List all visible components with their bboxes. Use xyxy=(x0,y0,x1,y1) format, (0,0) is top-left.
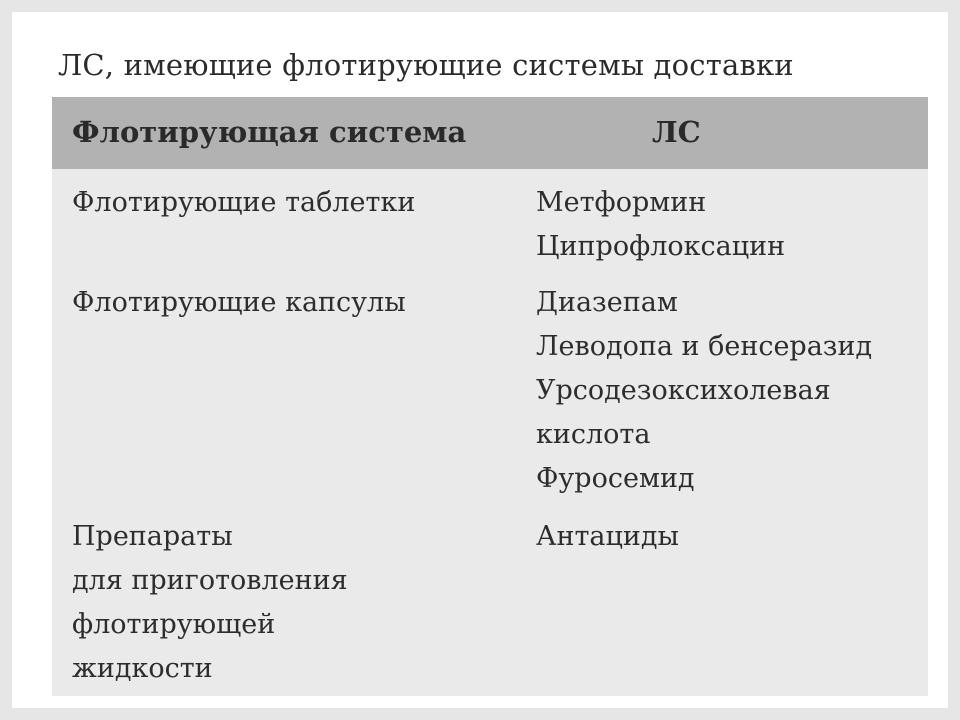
table-header xyxy=(52,97,928,169)
drug-line: Ципрофлоксацин xyxy=(536,231,786,262)
drug-line: Антациды xyxy=(536,521,679,552)
slide xyxy=(12,12,948,708)
document-title: ЛС, имеющие флотирующие системы доставки xyxy=(58,48,794,82)
system-line: Флотирующие капсулы xyxy=(72,287,406,318)
drug-line: Диазепам xyxy=(536,287,678,318)
system-line: для приготовления xyxy=(72,565,348,596)
table-row-1-drugs xyxy=(536,181,926,269)
drug-line: Метформин xyxy=(536,187,707,218)
table-row-2-drugs xyxy=(536,281,926,501)
table-row-3-system xyxy=(72,515,512,691)
system-line: Препараты xyxy=(72,521,233,552)
drug-line: Урсодезоксихолевая xyxy=(536,375,831,406)
drug-line: Леводопа и бенсеразид xyxy=(536,331,873,362)
drug-table xyxy=(52,97,928,696)
header-system: Флотирующая система xyxy=(72,115,467,149)
system-line: Флотирующие таблетки xyxy=(72,187,416,218)
header-drugs: ЛС xyxy=(652,115,701,149)
drug-line: кислота xyxy=(536,419,651,450)
system-line: флотирующей xyxy=(72,609,276,640)
drug-line: Фуросемид xyxy=(536,463,695,494)
table-row-1-system xyxy=(72,181,512,225)
table-row-2-system xyxy=(72,281,512,325)
document-image xyxy=(52,42,928,696)
system-line: жидкости xyxy=(72,653,213,684)
table-row-3-drugs xyxy=(536,515,926,559)
